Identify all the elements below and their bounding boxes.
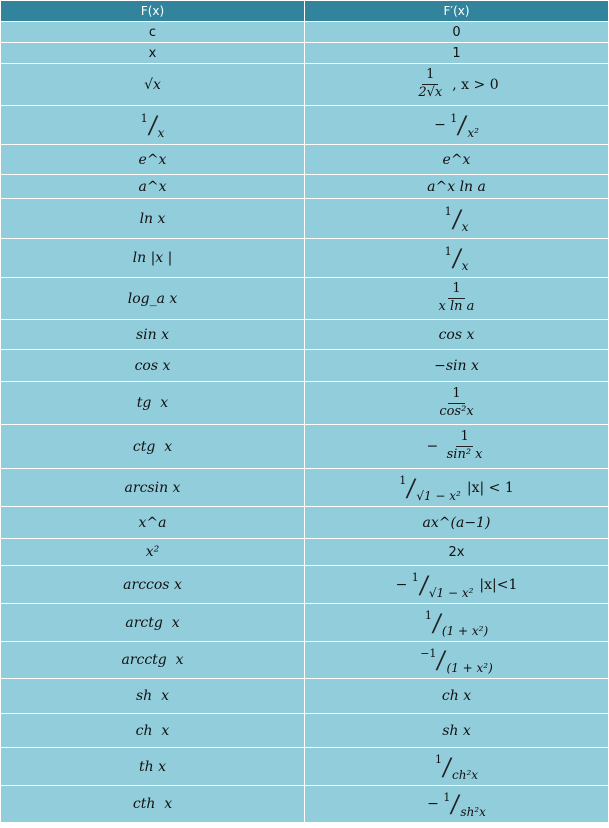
f-text: √x — [144, 76, 161, 93]
condition: , x > 0 — [452, 76, 499, 93]
cell-f — [1, 199, 305, 239]
slash-fraction — [420, 646, 493, 675]
df-text: sh x — [442, 722, 471, 739]
cell-f — [1, 43, 305, 64]
fraction-slash: / — [449, 790, 462, 818]
frac-num: −1 — [420, 646, 437, 660]
cell-df — [305, 679, 609, 714]
cell-f — [1, 320, 305, 350]
fraction-slash: / — [440, 752, 453, 781]
cell-df — [305, 382, 609, 425]
cell-df — [305, 320, 609, 350]
header-f: F(x) — [1, 1, 305, 22]
frac-den: √1 − x² — [416, 488, 461, 503]
frac-num: 1 — [411, 571, 419, 584]
slash-fraction — [140, 111, 165, 140]
df-text: 2x — [448, 544, 465, 560]
cell-df — [305, 714, 609, 748]
cell-f — [1, 106, 305, 145]
cell-f — [1, 22, 305, 43]
df-text: a^x ln a — [427, 178, 486, 195]
fraction — [414, 68, 446, 101]
fraction-slash: / — [430, 608, 443, 637]
frac-num: 1 — [450, 111, 458, 125]
table-row — [1, 679, 609, 714]
table-row — [1, 239, 609, 278]
cell-df — [305, 786, 609, 823]
prefix: − — [434, 117, 446, 133]
slash-fraction — [434, 752, 479, 782]
condition: |x|<1 — [479, 576, 518, 593]
fraction-slash: / — [405, 473, 418, 502]
cell-df — [305, 507, 609, 539]
slash-fraction — [399, 473, 461, 503]
table-row — [1, 748, 609, 786]
table-row — [1, 604, 609, 642]
f-text: tg x — [136, 395, 169, 411]
cell-f — [1, 507, 305, 539]
table-row — [1, 539, 609, 566]
fraction — [435, 387, 477, 420]
table-row — [1, 642, 609, 679]
f-text: sh x — [136, 688, 169, 704]
table-row — [1, 469, 609, 507]
df-text: 0 — [452, 24, 461, 40]
cell-f — [1, 382, 305, 425]
frac-den: 2√x — [418, 85, 443, 100]
df-text: −sin x — [434, 357, 479, 374]
slash-fraction — [444, 204, 469, 234]
frac-num: 1 — [434, 753, 442, 766]
f-text: arctg x — [125, 614, 180, 631]
frac-den: √1 − x² — [428, 585, 474, 600]
cell-f — [1, 566, 305, 604]
cell-df — [305, 278, 609, 320]
cell-df — [305, 425, 609, 469]
fraction-slash: / — [456, 111, 469, 139]
f-text: cos x — [134, 357, 171, 374]
header-row — [1, 1, 609, 22]
frac-den: x ln a — [438, 299, 475, 314]
fraction-slash: / — [435, 646, 448, 674]
table-row — [1, 175, 609, 199]
frac-den: x — [157, 126, 165, 140]
f-text: arcsin x — [124, 479, 181, 496]
frac-num: 1 — [422, 68, 438, 85]
prefix: − — [427, 796, 439, 812]
df-text: ax^(a−1) — [422, 514, 491, 531]
cell-f — [1, 604, 305, 642]
cell-df — [305, 566, 609, 604]
cell-df — [305, 175, 609, 199]
f-text: c — [148, 24, 157, 40]
cell-df — [305, 642, 609, 679]
cell-df — [305, 239, 609, 278]
frac-den: cos²x — [439, 403, 474, 419]
cell-f — [1, 64, 305, 106]
f-text: arccos x — [123, 576, 182, 593]
cell-f — [1, 425, 305, 469]
f-text: x — [148, 45, 157, 61]
f-text: sin x — [135, 326, 170, 343]
slash-fraction — [424, 608, 489, 638]
table-row — [1, 145, 609, 175]
cell-df — [305, 22, 609, 43]
cell-f — [1, 278, 305, 320]
f-text: e^x — [138, 151, 167, 168]
prefix: − — [426, 438, 439, 455]
slash-fraction — [443, 790, 486, 819]
cell-df — [305, 145, 609, 175]
fraction-slash: / — [450, 244, 463, 272]
cell-f — [1, 350, 305, 382]
frac-den: x — [461, 219, 469, 234]
f-text: ln |x | — [132, 250, 173, 266]
cell-df — [305, 106, 609, 145]
cell-f — [1, 239, 305, 278]
frac-den: (1 + x²) — [441, 623, 489, 638]
slash-fraction — [450, 111, 479, 140]
fraction-slash: / — [450, 204, 463, 233]
cell-f — [1, 145, 305, 175]
frac-den: x² — [467, 126, 479, 140]
slash-fraction — [444, 244, 469, 273]
cell-df — [305, 43, 609, 64]
cell-df — [305, 64, 609, 106]
frac-den: x — [461, 259, 469, 273]
cell-df — [305, 748, 609, 786]
cell-f — [1, 642, 305, 679]
table-row — [1, 199, 609, 239]
cell-df — [305, 539, 609, 566]
table-row — [1, 43, 609, 64]
cell-f — [1, 714, 305, 748]
f-text: a^x — [138, 178, 167, 195]
cell-f — [1, 539, 305, 566]
frac-den: ch²x — [452, 767, 479, 782]
header-df: F′(x) — [305, 1, 609, 22]
cell-df — [305, 604, 609, 642]
fraction-slash: / — [146, 111, 159, 139]
frac-den: sh²x — [460, 805, 486, 819]
frac-num: 1 — [443, 790, 451, 804]
fraction-slash: / — [417, 570, 430, 599]
frac-num: 1 — [448, 387, 464, 404]
frac-num: 1 — [444, 205, 452, 218]
cell-f — [1, 679, 305, 714]
prefix: − — [395, 576, 408, 593]
frac-den: (1 + x²) — [446, 661, 493, 675]
frac-num: 1 — [424, 609, 432, 622]
f-text: ln x — [139, 210, 166, 227]
table-row — [1, 425, 609, 469]
cell-df — [305, 199, 609, 239]
table-row — [1, 320, 609, 350]
frac-num: 1 — [448, 282, 464, 299]
table-row — [1, 106, 609, 145]
table-row — [1, 714, 609, 748]
f-text: x² — [145, 544, 160, 560]
cell-df — [305, 350, 609, 382]
f-text: log_a x — [127, 290, 178, 307]
cell-f — [1, 748, 305, 786]
f-text: arcctg x — [121, 652, 184, 668]
df-text: ch x — [441, 688, 472, 704]
table-row — [1, 22, 609, 43]
cell-f — [1, 786, 305, 823]
table-row — [1, 64, 609, 106]
fraction — [435, 282, 479, 315]
frac-num: 1 — [140, 111, 148, 125]
cell-f — [1, 175, 305, 199]
frac-num: 1 — [444, 244, 452, 258]
table-row — [1, 786, 609, 823]
table-row — [1, 566, 609, 604]
df-text: e^x — [442, 151, 471, 168]
df-text: cos x — [438, 326, 475, 343]
frac-num: 1 — [456, 430, 472, 447]
f-text: x^a — [138, 514, 167, 531]
f-text: ctg x — [132, 438, 173, 455]
f-text: th x — [139, 758, 166, 775]
cell-f — [1, 469, 305, 507]
table-row — [1, 350, 609, 382]
df-text: 1 — [452, 45, 461, 61]
frac-den: sin² x — [446, 447, 483, 462]
f-text: cth x — [132, 796, 173, 812]
condition: |x| < 1 — [466, 479, 514, 496]
f-text: ch x — [135, 722, 170, 739]
slash-fraction — [411, 570, 474, 600]
frac-num: 1 — [399, 474, 407, 487]
cell-df — [305, 469, 609, 507]
fraction — [443, 430, 487, 463]
table-row — [1, 278, 609, 320]
table-row — [1, 507, 609, 539]
table-row — [1, 382, 609, 425]
